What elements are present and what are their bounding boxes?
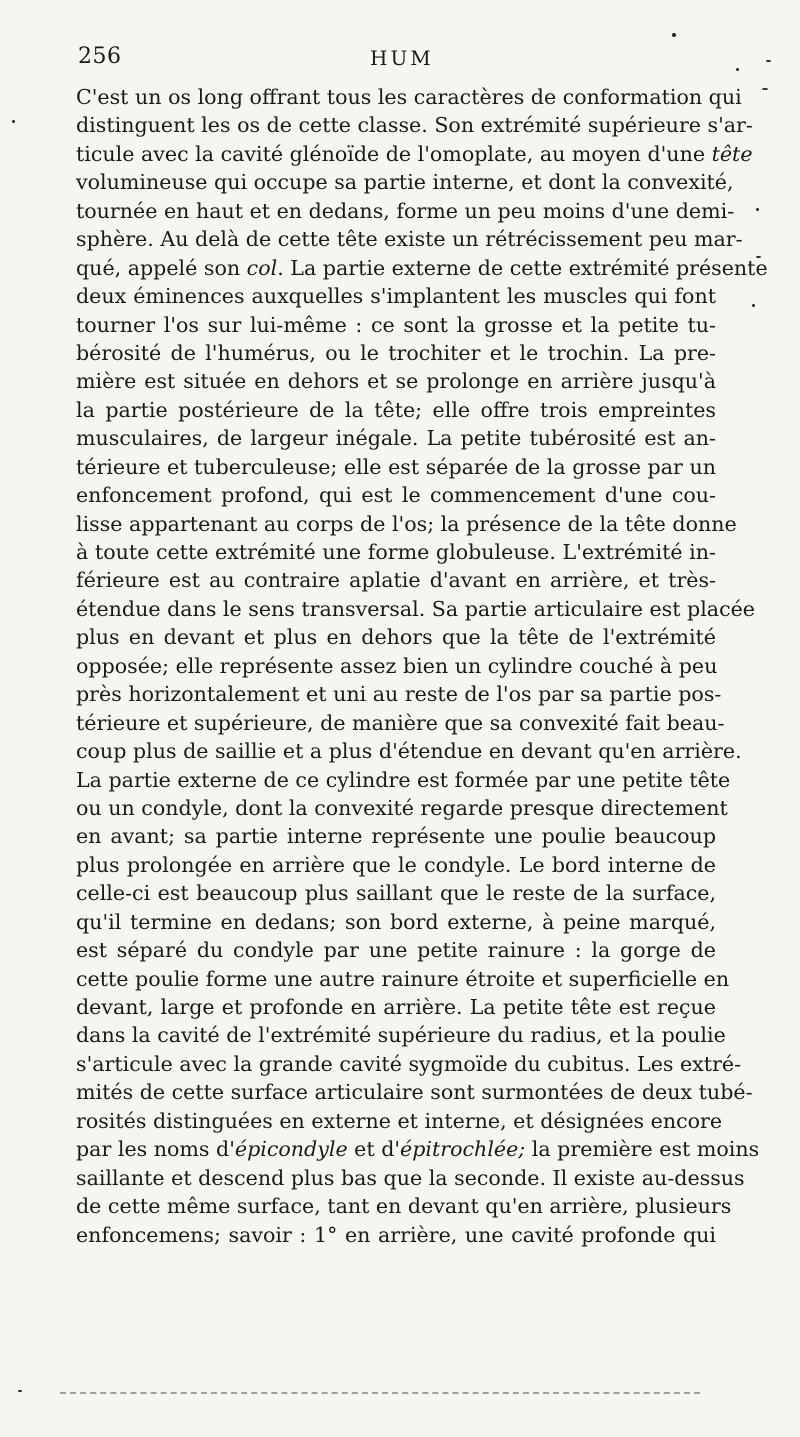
print-speck (18, 1390, 22, 1392)
print-speck (766, 60, 771, 62)
text-line: à toute cette extrémité une forme globuleuse. L'extrémité in- (76, 540, 716, 564)
text-line: tournée en haut et en dedans, forme un peu moins d'une demi- (76, 198, 735, 223)
text-line (76, 140, 753, 168)
text-span: ticule avec la cavité glénoïde de l'omoplate, au moyen d'une (76, 141, 712, 166)
text-line: coup plus de saillie et a plus d'étendue en devant qu'en arrière. (76, 739, 742, 764)
text-line: cette poulie forme une autre rainure étroite et superficielle en (76, 966, 730, 991)
italic-term: col (246, 255, 278, 280)
text-line: mière est située en dehors et se prolonge en arrière jusqu'à (76, 369, 716, 394)
text-line: qu'il termine en dedans; son bord externe, à peine marqué, (76, 909, 716, 934)
text-line: mités de cette surface articulaire sont surmontées de deux tubé- (76, 1080, 753, 1105)
italic-term: tête (711, 141, 753, 166)
text-line: férieure est au contraire aplatie d'avant en arrière, et très- (76, 568, 716, 593)
text-span: qué, appelé son (76, 255, 247, 280)
text-line (76, 254, 768, 282)
text-line: tourner l'os sur lui-même : ce sont la grosse et la petite tu- (76, 312, 716, 337)
text-span: la première est moins (525, 1137, 760, 1162)
text-line: sphère. Au delà de cette tête existe un rétrécissement peu mar- (76, 227, 743, 252)
text-line: C'est un os long offrant tous les caractères de conformation qui (76, 85, 742, 109)
text-line: celle-ci est beaucoup plus saillant que le reste de la surface, (76, 881, 716, 906)
text-line: musculaires, de largeur inégale. La petite tubérosité est an- (76, 426, 716, 451)
text-line: saillante et descend plus bas que la seconde. Il existe au-dessus (76, 1165, 745, 1190)
text-line: près horizontalement et uni au reste de l'os par sa partie pos- (76, 682, 722, 707)
italic-term: épicondyle (234, 1137, 348, 1162)
print-speck (736, 68, 739, 71)
text-line: étendue dans le sens transversal. Sa partie articulaire est placée (76, 596, 755, 621)
print-speck (752, 304, 755, 307)
print-speck (756, 208, 759, 211)
text-line: ou un condyle, dont la convexité regarde presque directement (76, 795, 728, 820)
text-line: de cette même surface, tant en devant qu'en arrière, plusieurs (76, 1194, 732, 1219)
text-line: plus en devant et plus en dehors que la tête de l'extrémité (76, 625, 716, 650)
print-speck (12, 120, 15, 123)
text-line: deux éminences auxquelles s'implantent les muscles qui font (76, 284, 716, 309)
text-line: térieure et tuberculeuse; elle est séparée de la grosse par un (76, 454, 716, 479)
text-line: volumineuse qui occupe sa partie interne, et dont la convexité, (76, 170, 734, 195)
text-span: par les noms d' (76, 1137, 235, 1162)
bottom-rule (60, 1392, 700, 1394)
text-span: . La partie externe de cette extrémité présente (277, 255, 768, 280)
body-text (76, 83, 768, 1249)
text-line: dans la cavité de l'extrémité supérieure du radius, et la poulie (76, 1023, 726, 1048)
text-line: est séparé du condyle par une petite rainure : la gorge de (76, 938, 716, 963)
text-line: enfoncement profond, qui est le commencement d'une cou- (76, 483, 716, 508)
text-line: s'articule avec la grande cavité sygmoïde du cubitus. Les extré- (76, 1051, 742, 1076)
italic-term: épitrochlée; (400, 1137, 526, 1162)
text-line: bérosité de l'humérus, ou le trochiter et le trochin. La pre- (76, 340, 716, 365)
running-title: HUM (370, 46, 434, 70)
running-head (78, 44, 728, 80)
print-speck (762, 88, 768, 90)
text-line: térieure et supérieure, de manière que sa convexité fait beau- (76, 710, 725, 735)
text-line (76, 1135, 760, 1163)
text-line: en avant; sa partie interne représente une poulie beaucoup (76, 824, 716, 849)
text-line: enfoncemens; savoir : 1° en arrière, une cavité profonde qui (76, 1222, 716, 1247)
text-line: distinguent les os de cette classe. Son extrémité supérieure s'ar- (76, 113, 753, 138)
page-number: 256 (78, 44, 122, 69)
text-span: et d' (347, 1137, 401, 1162)
print-speck (672, 33, 676, 37)
text-line: La partie externe de ce cylindre est formée par une petite tête (76, 767, 731, 792)
text-line: la partie postérieure de la tête; elle offre trois empreintes (76, 397, 716, 422)
text-line: devant, large et profonde en arrière. La petite tête est reçue (76, 995, 716, 1019)
text-line: opposée; elle représente assez bien un cylindre couché à peu (76, 653, 718, 678)
text-line: rosités distinguées en externe et interne, et désignées encore (76, 1108, 723, 1133)
text-line: lisse appartenant au corps de l'os; la présence de la tête donne (76, 511, 737, 536)
text-line: plus prolongée en arrière que le condyle. Le bord interne de (76, 852, 716, 877)
